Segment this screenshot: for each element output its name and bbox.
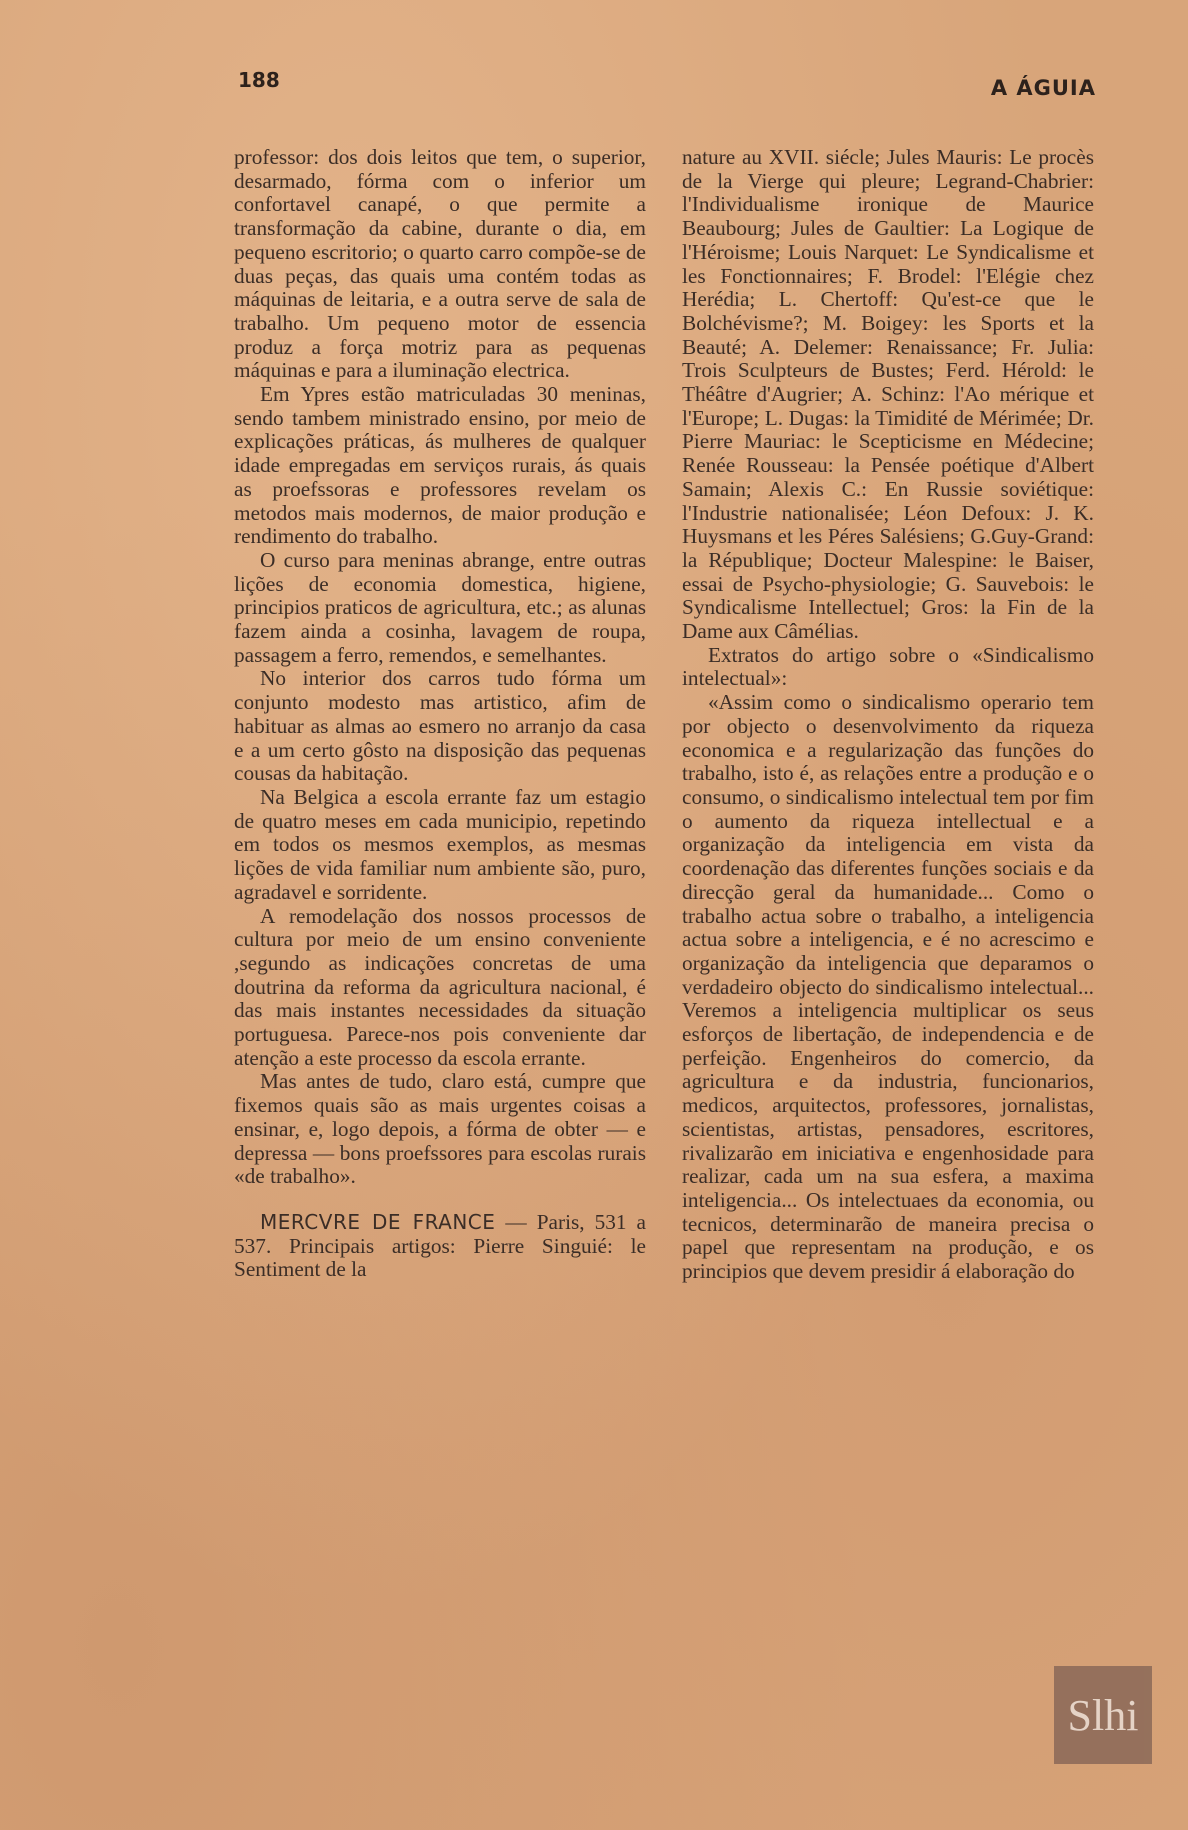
paragraph: professor: dos dois leitos que tem, o superior, desarmado, fórma com o inferior um confortavel canapé, o que permite a transformação da cabine, durante o dia, em pequeno escritorio; o quarto carro compõe-se de duas peças, das quais uma contém todas as máquinas de leitaria, e a outra serve de sala de trabalho. Um pequeno motor de essencia produz a força motriz para as pequenas máquinas e para a iluminação electrica. xyxy=(234,145,646,383)
paragraph: «Assim como o sindicalismo operario tem por objecto o desenvolvimento da riqueza economica e a regularização das funções do trabalho, isto é, as relações entre a produção e o consumo, o sindicalismo intelectual tem por fim o aumento da riqueza intellectual e a organização da inteligencia em vista da coordenação das diferentes funções sociais e da direcção geral da humanidade... Como o trabalho actua sobre o trabalho, a inteligencia actua sobre a inteligencia, e é no acrescimo e organização da inteligencia que deparamos o verdadeiro objecto do sindicalismo intelectual... Veremos a inteligencia multiplicar os seus esforços de libertação, de independencia e de perfeição. Engenheiros do comercio, da agricultura e da industria, funcionarios, medicos, arquitectos, professores, jornalistas, scientistas, artistas, pensadores, escritores, rivalizarão em iniciativa e engenhosidade para realizar, cada um na sua esfera, a maxima inteligencia... Os intelectuaes da economia, ou tecnicos, determinarão de maneira precisa o papel que representam na produção, e os principios que devem presidir á elaboração do xyxy=(682,690,1094,1284)
section-entry xyxy=(234,1211,646,1282)
paragraph: A remodelação dos nossos processos de cultura por meio de um ensino conveniente ,segundo as indicações concretas de uma doutrina da reforma da agricultura nacional, é das mais instantes necessidades da situação portuguesa. Parece-nos pois conveniente dar atenção a este processo da escola errante. xyxy=(234,903,646,1070)
paragraph: Em Ypres estão matriculadas 30 meninas, sendo tambem ministrado ensino, por meio de explicações práticas, ás mulheres de qualquer idade empregadas em serviços rurais, ás quais as proefssoras e professores revelam os metodos mais modernos, de maior produção e rendimento do trabalho. xyxy=(234,382,646,549)
running-title: A ÁGUIA xyxy=(990,76,1096,100)
paragraph: Mas antes de tudo, claro está, cumpre que fixemos quais são as mais urgentes coisas a ensinar, e, logo depois, a fórma de obter — e depressa — bons proefssores para escolas rurais «de trabalho». xyxy=(234,1069,646,1189)
section-text: — Paris, 531 a 537. Principais artigos: Pierre Singuié: le Sentiment de la xyxy=(234,1209,646,1282)
paragraph: nature au XVII. siécle; Jules Mauris: Le procès de la Vierge qui pleure; Legrand-Chabrier: l'Individualisme ironique de Maurice Beaubourg; Jules de Gaultier: La Logique de l'Héroisme; Louis Narquet: Le Syndicalisme et les Fonctionnaires; F. Brodel: l'Elégie chez Herédia; L. Chertoff: Qu'est-ce que le Bolchévisme?; M. Boigey: les Sports et la Beauté; A. Delemer: Renaissance; Fr. Julia: Trois Sculpteurs de Bustes; Ferd. Hérold: le Théâtre d'Augrier; A. Schinz: l'Ao mérique et l'Europe; L. Dugas: la Timidité de Mérimée; Dr. Pierre Mauriac: le Scepticisme en Médecine; Renée Rousseau: la Pensée poétique d'Albert Samain; Alexis C.: En Russie soviétique: l'Industrie nationalisée; Léon Defoux: J. K. Huysmans et les Péres Salésiens; G.Guy-Grand: la République; Docteur Malespine: le Baiser, essai de Psycho-physiologie; G. Sauvebois: le Syndicalisme Intellectuel; Gros: la Fin de la Dame aux Câmélias. xyxy=(682,145,1094,644)
left-column xyxy=(234,146,646,1282)
paragraph: Na Belgica a escola errante faz um estagio de quatro meses em cada municipio, repetindo em todos os mesmos exemplos, as mesmas lições de vida familiar num ambiente são, puro, agradavel e sorridente. xyxy=(234,784,646,904)
paragraph: Extratos do artigo sobre o «Sindicalismo intelectual»: xyxy=(682,642,1094,691)
paragraph: No interior dos carros tudo fórma um conjunto modesto mas artistico, afim de habituar as almas ao esmero no arranjo da casa e a um certo gôsto na disposição das pequenas cousas da habitação. xyxy=(234,666,646,786)
section-heading: MERCVRE DE FRANCE xyxy=(260,1209,496,1234)
library-stamp: Slhi xyxy=(1054,1666,1152,1764)
page-number: 188 xyxy=(238,68,280,92)
right-column xyxy=(682,146,1094,1284)
paragraph: O curso para meninas abrange, entre outras lições de economia domestica, higiene, principios praticos de agricultura, etc.; as alunas fazem ainda a cosinha, lavagem de roupa, passagem a ferro, remendos, e semelhantes. xyxy=(234,547,646,667)
